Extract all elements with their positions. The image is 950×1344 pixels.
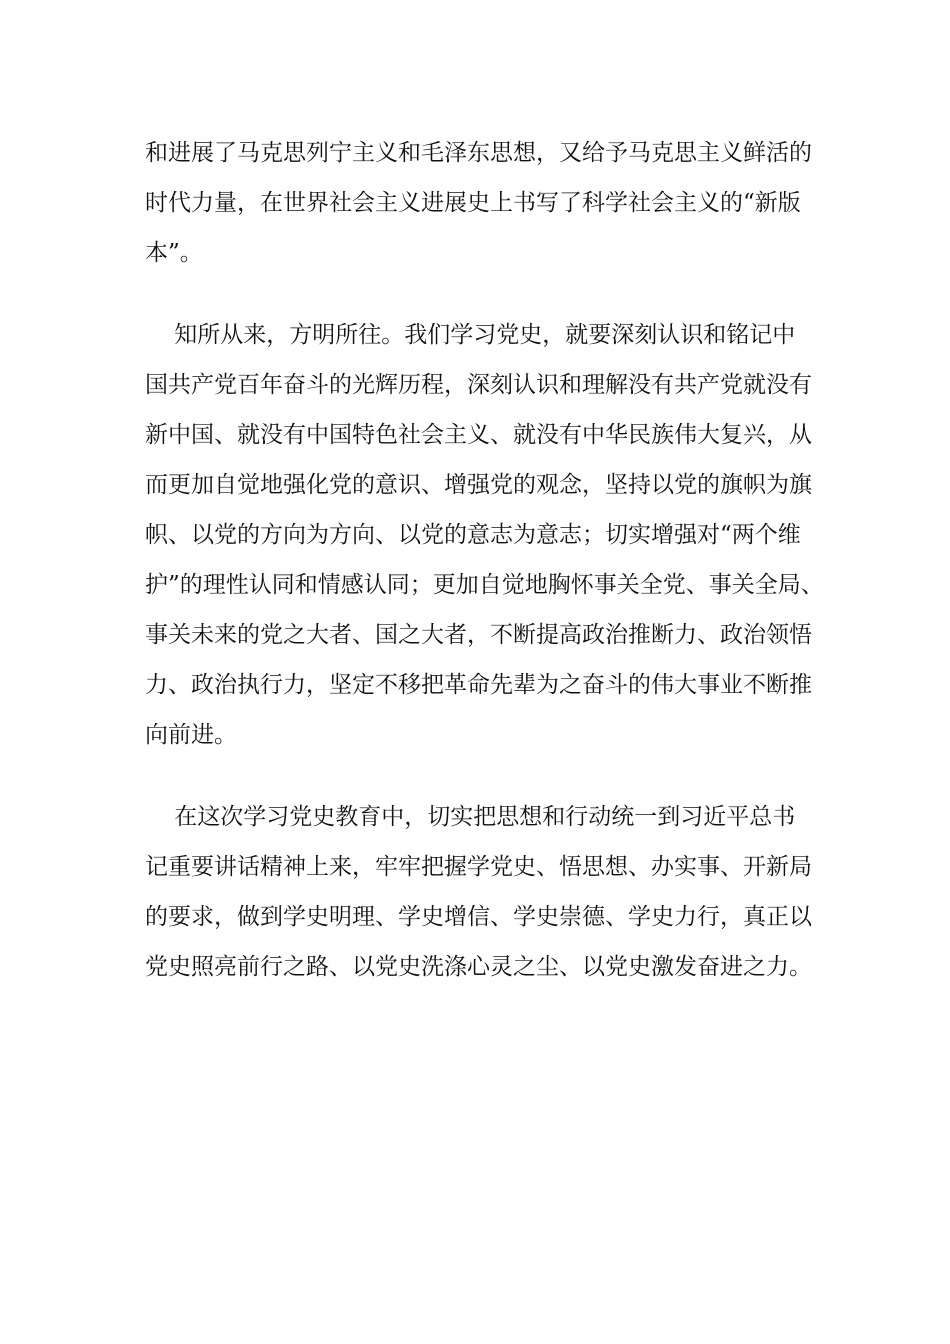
text-line: 在这次学习党史教育中，切实把思想和行动统一到习近平总书 (145, 804, 796, 830)
text-line: 的要求，做到学史明理、学史增信、学史崇德、学史力行，真正以 (145, 904, 812, 930)
text-line: 而更加自觉地强化党的意识、增强党的观念，坚持以党的旗帜为旗 (145, 472, 812, 498)
paragraph-1 (145, 128, 810, 278)
text-line: 力、政治执行力，坚定不移把革命先辈为之奋斗的伟大事业不断推 (145, 672, 812, 698)
text-line: 向前进。 (145, 722, 237, 748)
text-line: 本”。 (145, 240, 203, 266)
text-line: 时代力量，在世界社会主义进展史上书写了科学社会主义的“新版 (145, 190, 801, 216)
paragraph-gap (145, 278, 810, 310)
text-line: 党史照亮前行之路、以党史洗涤心灵之尘、以党史激发奋进之力。 (145, 954, 812, 980)
paragraph-gap (145, 760, 810, 792)
document-body (145, 128, 824, 992)
text-line: 帜、以党的方向为方向、以党的意志为意志；切实增强对“两个维 (145, 522, 801, 548)
text-line: 护”的理性认同和情感认同；更加自觉地胸怀事关全党、事关全局、 (145, 572, 824, 598)
text-line: 事关未来的党之大者、国之大者，不断提高政治推断力、政治领悟 (145, 622, 812, 648)
paragraph-2 (145, 310, 824, 760)
text-line: 新中国、就没有中国特色社会主义、就没有中华民族伟大复兴，从 (145, 422, 812, 448)
text-line: 记重要讲话精神上来，牢牢把握学党史、悟思想、办实事、开新局 (145, 854, 812, 880)
text-line: 和进展了马克思列宁主义和毛泽东思想，又给予马克思主义鲜活的 (145, 140, 812, 166)
text-line: 国共产党百年奋斗的光辉历程，深刻认识和理解没有共产党就没有 (145, 372, 812, 398)
text-line: 知所从来，方明所往。我们学习党史，就要深刻认识和铭记中 (145, 322, 796, 348)
paragraph-3 (145, 792, 810, 992)
